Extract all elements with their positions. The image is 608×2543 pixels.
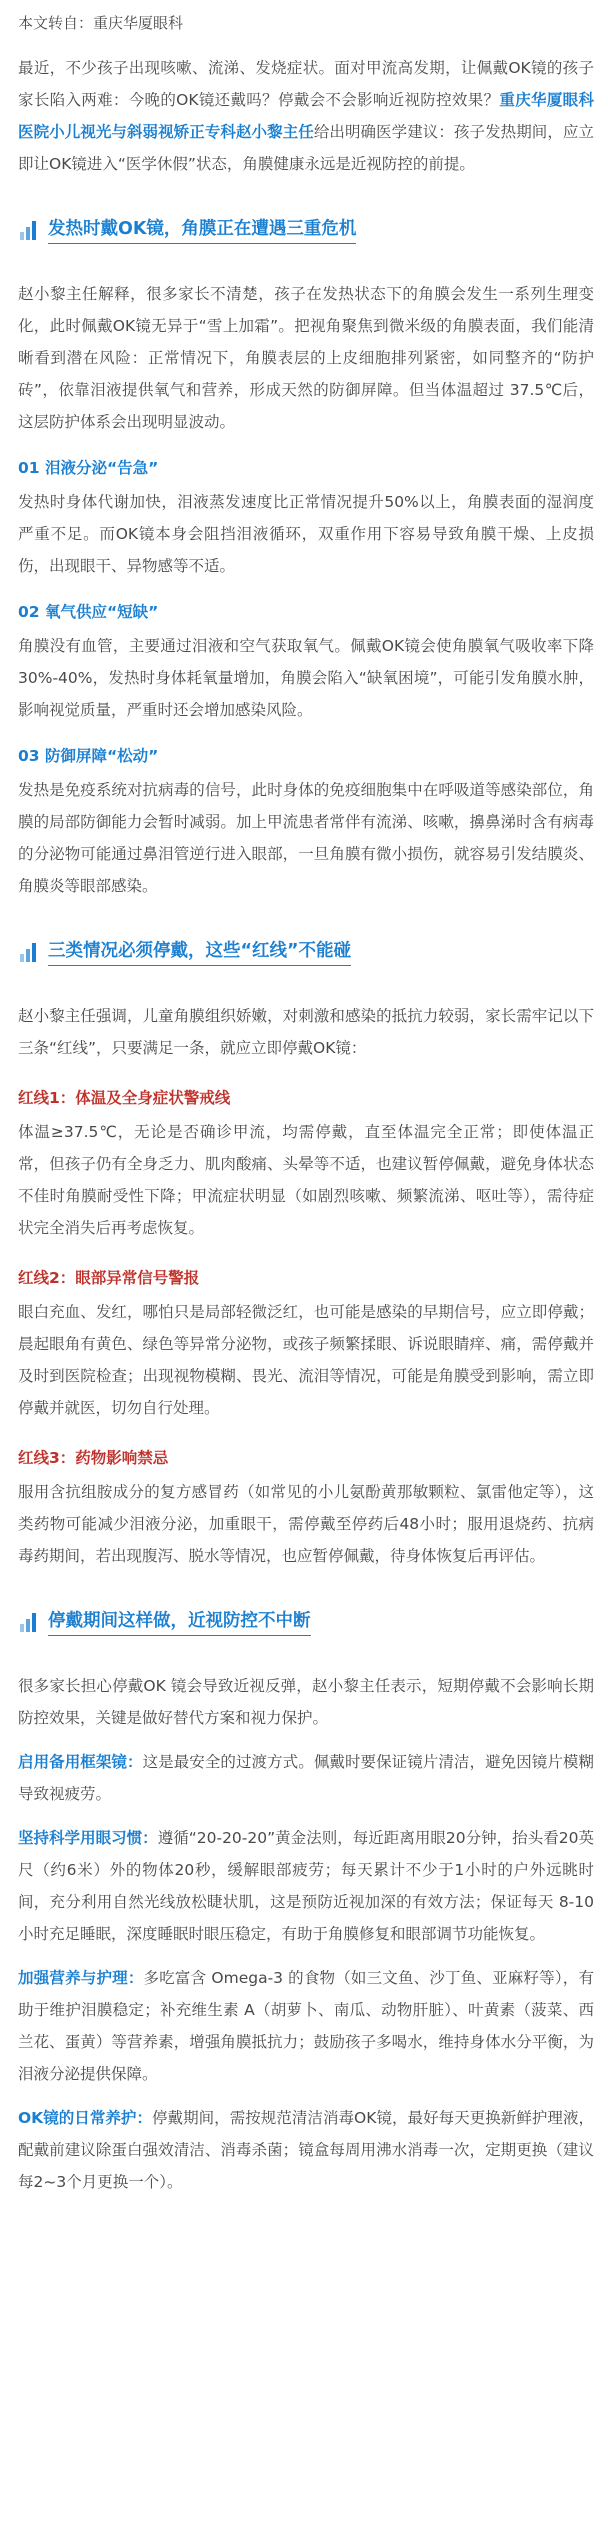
repost-source: 重庆华厦眼科 [93, 14, 184, 32]
section-1-item-2-body: 角膜没有血管，主要通过泪液和空气获取氧气。佩戴OK镜会使角膜氧气吸收率下降30%-40%，发热时身体耗氧量增加，角膜会陷入“缺氧困境”，可能引发角膜水肿，影响视觉质量，严重时还会增加感染风险。 [18, 637, 594, 719]
tip-backup-glasses [18, 1746, 594, 1810]
red-line-3-body: 服用含抗组胺成分的复方感冒药（如常见的小儿氨酚黄那敏颗粒、氯雷他定等），这类药物可能减少泪液分泌，加重眼干，需停戴至停药后48小时；服用退烧药、抗病毒药期间，若出现腹泻、脱水等情况，也应暂停佩戴，待身体恢复后再评估。 [18, 1483, 594, 1565]
tip-eye-habits [18, 1822, 594, 1950]
section-3-title: 停戴期间这样做，近视防控不中断 [48, 1608, 311, 1636]
intro-paragraph [18, 52, 594, 180]
section-3-intro: 很多家长担心停戴OK 镜会导致近视反弹，赵小黎主任表示，短期停戴不会影响长期防控效果，关键是做好替代方案和视力保护。 [18, 1677, 594, 1727]
repost-line [18, 8, 594, 38]
section-2-intro: 赵小黎主任强调，儿童角膜组织娇嫩，对刺激和感染的抵抗力较弱，家长需牢记以下三条“红线”，只要满足一条，就应立即停戴OK镜： [18, 1007, 594, 1057]
section-1-heading [18, 216, 594, 244]
tip-2-body: 遵循“20-20-20”黄金法则，每近距离用眼20分钟，抬头看20英尺（约6米）外的物体20秒，缓解眼部疲劳；每天累计不少于1小时的户外远眺时间，充分利用自然光线放松睫状肌，这是预防近视加深的有效方法；保证每天 8-10 小时充足睡眠，深度睡眠时眼压稳定，有助于角膜修复和眼部调节功能恢复。 [18, 1829, 594, 1943]
section-1-intro: 赵小黎主任解释，很多家长不清楚，孩子在发热状态下的角膜会发生一系列生理变化，此时佩戴OK镜无异于“雪上加霜”。把视角聚焦到微米级的角膜表面，我们能清晰看到潜在风险：正常情况下，角膜表层的上皮细胞排列紧密，如同整齐的“防护砖”，依靠泪液提供氧气和营养，形成天然的防御屏障。但当体温超过 37.5℃后，这层防护体系会出现明显波动。 [18, 285, 594, 431]
red-line-2-title: 红线2：眼部异常信号警报 [18, 1269, 200, 1287]
tip-3-body: 多吃富含 Omega-3 的食物（如三文鱼、沙丁鱼、亚麻籽等），有助于维护泪膜稳定；补充维生素 A（胡萝卜、南瓜、动物肝脏）、叶黄素（菠菜、西兰花、蛋黄）等营养素，增强角膜抵抗力；鼓励孩子多喝水，维持身体水分平衡，为泪液分泌提供保障。 [18, 1969, 594, 2083]
tip-3-title: 加强营养与护理： [18, 1969, 144, 1987]
section-3-heading [18, 1608, 594, 1636]
section-2-heading [18, 938, 594, 966]
bar-chart-icon [18, 941, 40, 963]
tip-1-title: 启用备用框架镜： [18, 1753, 143, 1771]
tip-1-body: 这是最安全的过渡方式。佩戴时要保证镜片清洁，避免因镜片模糊导致视疲劳。 [18, 1753, 594, 1803]
red-line-1-title: 红线1：体温及全身症状警戒线 [18, 1089, 231, 1107]
repost-prefix: 本文转自： [18, 14, 94, 32]
red-line-1-body: 体温≥37.5℃，无论是否确诊甲流，均需停戴，直至体温完全正常；即使体温正常，但孩子仍有全身乏力、肌肉酸痛、头晕等不适，也建议暂停佩戴，避免身体状态不佳时角膜耐受性下降；甲流症状明显（如剧烈咳嗽、频繁流涕、呕吐等），需待症状完全消失后再考虑恢复。 [18, 1123, 594, 1237]
bar-chart-icon [18, 1611, 40, 1633]
section-1-title: 发热时戴OK镜，角膜正在遭遇三重危机 [48, 216, 356, 244]
red-line-2-body: 眼白充血、发红，哪怕只是局部轻微泛红，也可能是感染的早期信号，应立即停戴；晨起眼角有黄色、绿色等异常分泌物，或孩子频繁揉眼、诉说眼睛痒、痛，需停戴并及时到医院检查；出现视物模糊、畏光、流泪等情况，可能是角膜受到影响，需立即停戴并就医，切勿自行处理。 [18, 1303, 594, 1417]
intro-text-1: 最近，不少孩子出现咳嗽、流涕、发烧症状。面对甲流高发期，让佩戴OK镜的孩子家长陷入两难：今晚的OK镜还戴吗？停戴会不会影响近视防控效果？ [18, 59, 594, 109]
section-2-title: 三类情况必须停戴，这些“红线”不能碰 [48, 938, 351, 966]
section-1-item-1-title: 01 泪液分泌“告急” [18, 459, 159, 477]
section-1-item-2-title: 02 氧气供应“短缺” [18, 603, 159, 621]
section-1-item-3-body: 发热是免疫系统对抗病毒的信号，此时身体的免疫细胞集中在呼吸道等感染部位，角膜的局部防御能力会暂时减弱。加上甲流患者常伴有流涕、咳嗽，擤鼻涕时含有病毒的分泌物可能通过鼻泪管逆行进入眼部，一旦角膜有微小损伤，就容易引发结膜炎、角膜炎等眼部感染。 [18, 781, 594, 895]
doctor-highlight: 重庆华厦眼科医院小儿视光与斜弱视矫正专科赵小黎主任 [18, 91, 594, 141]
tip-nutrition [18, 1962, 594, 2090]
tip-2-title: 坚持科学用眼习惯： [18, 1829, 158, 1847]
intro-text-2: 给出明确医学建议：孩子发热期间，应立即让OK镜进入“医学休假”状态，角膜健康永远是近视防控的前提。 [18, 123, 594, 173]
bar-chart-icon [18, 219, 40, 241]
tip-4-body: 停戴期间，需按规范清洁消毒OK镜，最好每天更换新鲜护理液，配戴前建议除蛋白强效清洁、消毒杀菌；镜盒每周用沸水消毒一次，定期更换（建议每2~3个月更换一个）。 [18, 2109, 594, 2191]
section-1-item-3-title: 03 防御屏障“松动” [18, 747, 159, 765]
tip-4-title: OK镜的日常养护： [18, 2109, 153, 2127]
section-1-item-1-body: 发热时身体代谢加快，泪液蒸发速度比正常情况提升50%以上，角膜表面的湿润度严重不足。而OK镜本身会阻挡泪液循环，双重作用下容易导致角膜干燥、上皮损伤，出现眼干、异物感等不适。 [18, 493, 594, 575]
tip-lens-care [18, 2102, 594, 2198]
red-line-3-title: 红线3：药物影响禁忌 [18, 1449, 169, 1467]
